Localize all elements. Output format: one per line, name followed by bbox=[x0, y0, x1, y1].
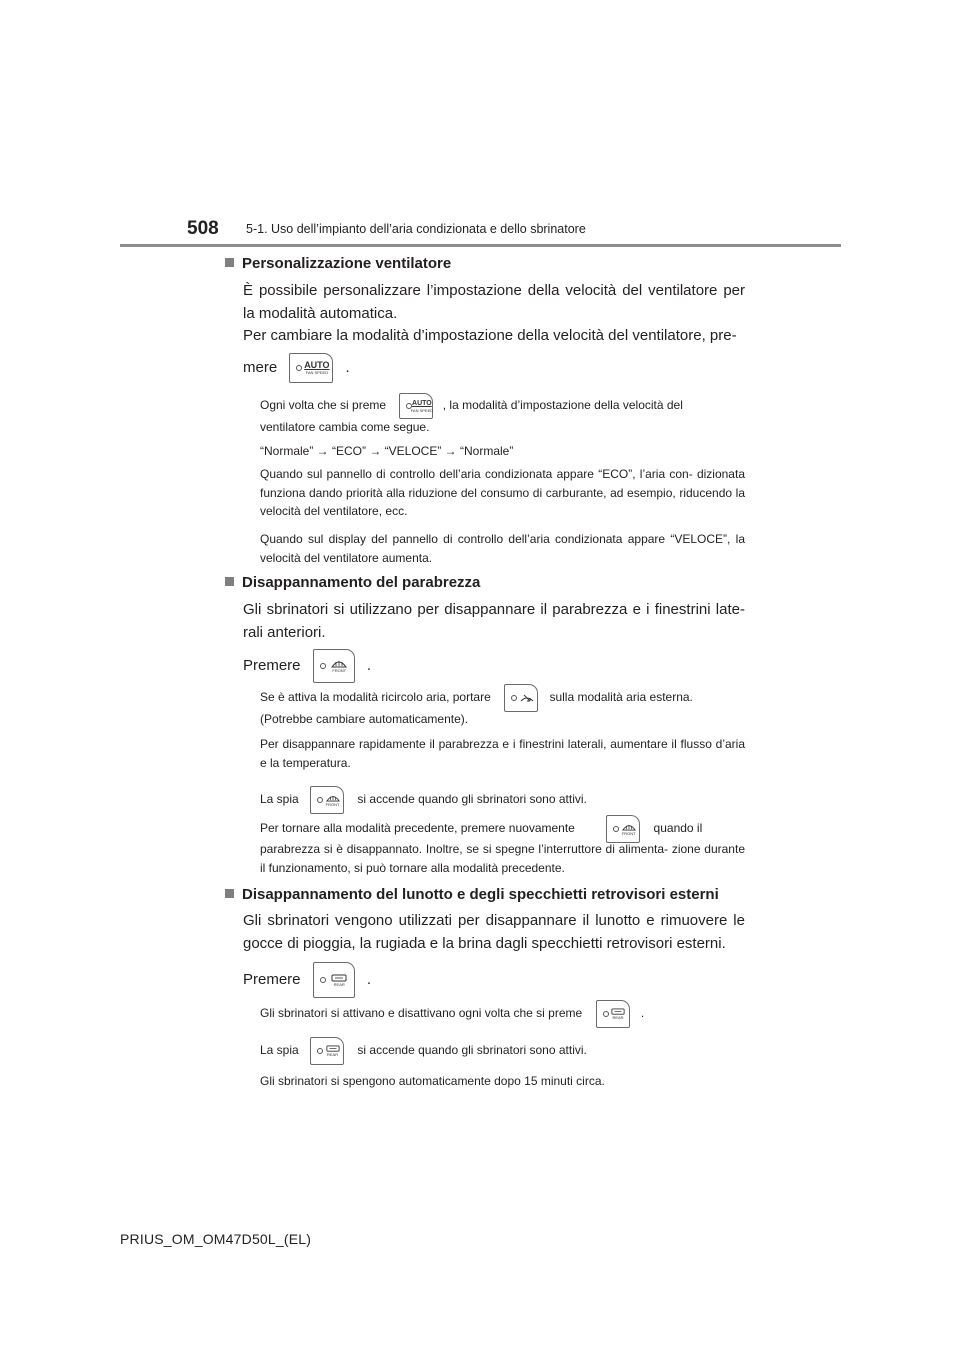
rear-defroster-icon: REAR bbox=[328, 966, 351, 994]
note-with-button bbox=[260, 1037, 745, 1065]
indicator-led-icon bbox=[603, 1011, 609, 1017]
indicator-led-icon bbox=[511, 695, 517, 701]
text: La spia bbox=[260, 792, 299, 807]
rear-defroster-button bbox=[310, 1037, 344, 1065]
text: mere bbox=[243, 358, 278, 376]
text: Gli sbrinatori si attivano e disattivano ogni volta che si preme bbox=[260, 1006, 583, 1021]
note: (Potrebbe cambiare automaticamente). bbox=[260, 712, 469, 726]
text: si accende quando gli sbrinatori sono attivi. bbox=[357, 792, 587, 807]
note: ventilatore cambia come segue. bbox=[260, 420, 430, 434]
indicator-led-icon bbox=[320, 977, 326, 983]
section-title: Disappannamento del parabrezza bbox=[242, 574, 481, 591]
indicator-led-icon bbox=[320, 663, 326, 669]
air-intake-button bbox=[504, 684, 538, 712]
note-with-button bbox=[260, 1000, 745, 1028]
document-code: PRIUS_OM_OM47D50L_(EL) bbox=[120, 1231, 312, 1247]
text: Ogni volta che si preme bbox=[260, 398, 387, 413]
text: La spia bbox=[260, 1043, 299, 1058]
auto-fan-speed-button bbox=[289, 353, 333, 383]
running-header: 5-1. Uso dell’impianto dell’aria condizionata e dello sbrinatore bbox=[246, 222, 586, 236]
auto-fan-speed-button bbox=[399, 393, 433, 419]
text: quando il bbox=[653, 821, 703, 836]
text: si accende quando gli sbrinatori sono attivi. bbox=[357, 1043, 587, 1058]
bullet-square-icon bbox=[225, 577, 234, 586]
note: “Normale” → “ECO” → “VELOCE” → “Normale” bbox=[260, 444, 514, 458]
indicator-led-icon bbox=[317, 1048, 323, 1054]
indicator-led-icon bbox=[613, 826, 619, 832]
front-defroster-button bbox=[313, 649, 355, 683]
text: Premere bbox=[243, 656, 301, 674]
note-with-button bbox=[260, 786, 745, 814]
rear-defroster-button bbox=[313, 962, 355, 998]
text: Se è attiva la modalità ricircolo aria, portare bbox=[260, 690, 491, 705]
header-rule bbox=[120, 244, 841, 247]
paragraph-with-button bbox=[243, 962, 745, 998]
front-defroster-icon: FRONT bbox=[325, 790, 340, 810]
paragraph: È possibile personalizzare l’impostazione della velocità del ventilatore per la modalità automatica. bbox=[243, 282, 745, 322]
auto-fan-icon: AUTO FAN SPEED bbox=[410, 400, 434, 413]
note-with-button bbox=[260, 815, 745, 843]
auto-fan-icon: AUTO FAN SPEED bbox=[304, 360, 330, 375]
page-number: 508 bbox=[187, 218, 219, 239]
note-with-button bbox=[260, 393, 745, 419]
text: . bbox=[345, 358, 350, 376]
section-heading-fan bbox=[225, 255, 451, 272]
rear-defroster-icon: REAR bbox=[325, 1041, 340, 1061]
note: Per disappannare rapidamente il parabrezza e i finestrini laterali, aumentare il flusso d’aria e la temperatura. bbox=[260, 737, 745, 770]
indicator-led-icon bbox=[296, 365, 302, 371]
section-heading-rear bbox=[225, 886, 719, 903]
section-heading-windshield bbox=[225, 574, 480, 591]
note: parabrezza si è disappannato. Inoltre, se si spegne l’interruttore di alimenta- zione durante il funzionamento, si può tornare alla modalità precedente. bbox=[260, 842, 745, 875]
text: , la modalità d’impostazione della velocità del bbox=[442, 398, 683, 413]
paragraph: Per cambiare la modalità d’impostazione della velocità del ventilatore, pre- bbox=[243, 327, 737, 344]
note: Quando sul pannello di controllo dell’aria condizionata appare “ECO”, l’aria con- dizionata funziona dando priorità alla riduzione del consumo di carburante, ad esempio, riducendo la velocità del ventilatore, ecc. bbox=[260, 467, 745, 518]
text: . bbox=[366, 656, 372, 674]
rear-defroster-icon: REAR bbox=[611, 1004, 626, 1024]
note: Quando sul display del pannello di controllo dell’aria condizionata appare “VELOCE”, la velocità del ventilatore aumenta. bbox=[260, 532, 745, 565]
text: sulla modalità aria esterna. bbox=[549, 690, 693, 705]
bullet-square-icon bbox=[225, 889, 234, 898]
section-title: Personalizzazione ventilatore bbox=[242, 255, 452, 272]
paragraph-with-button bbox=[243, 649, 745, 683]
front-defroster-button bbox=[606, 815, 640, 843]
section-title: Disappannamento del lunotto e degli specchietti retrovisori esterni bbox=[242, 886, 719, 903]
paragraph-with-button bbox=[243, 353, 745, 383]
front-defroster-icon: FRONT bbox=[621, 819, 636, 839]
rear-defroster-button bbox=[596, 1000, 630, 1028]
paragraph: Gli sbrinatori si utilizzano per disappannare il parabrezza e i finestrini late- rali anteriori. bbox=[243, 601, 745, 641]
note: Gli sbrinatori si spengono automaticamente dopo 15 minuti circa. bbox=[260, 1074, 605, 1088]
paragraph: Gli sbrinatori vengono utilizzati per disappannare il lunotto e rimuovere le gocce di pioggia, la rugiada e la brina dagli specchietti retrovisori esterni. bbox=[243, 912, 745, 952]
text: Premere bbox=[243, 970, 301, 988]
outside-air-icon bbox=[519, 688, 534, 708]
front-defroster-button bbox=[310, 786, 344, 814]
indicator-led-icon bbox=[317, 797, 323, 803]
text: . bbox=[366, 970, 372, 988]
note-with-button bbox=[260, 684, 745, 712]
text: . bbox=[640, 1006, 645, 1021]
text: Per tornare alla modalità precedente, premere nuovamente bbox=[260, 821, 575, 836]
bullet-square-icon bbox=[225, 258, 234, 267]
front-defroster-icon: FRONT bbox=[328, 653, 351, 679]
